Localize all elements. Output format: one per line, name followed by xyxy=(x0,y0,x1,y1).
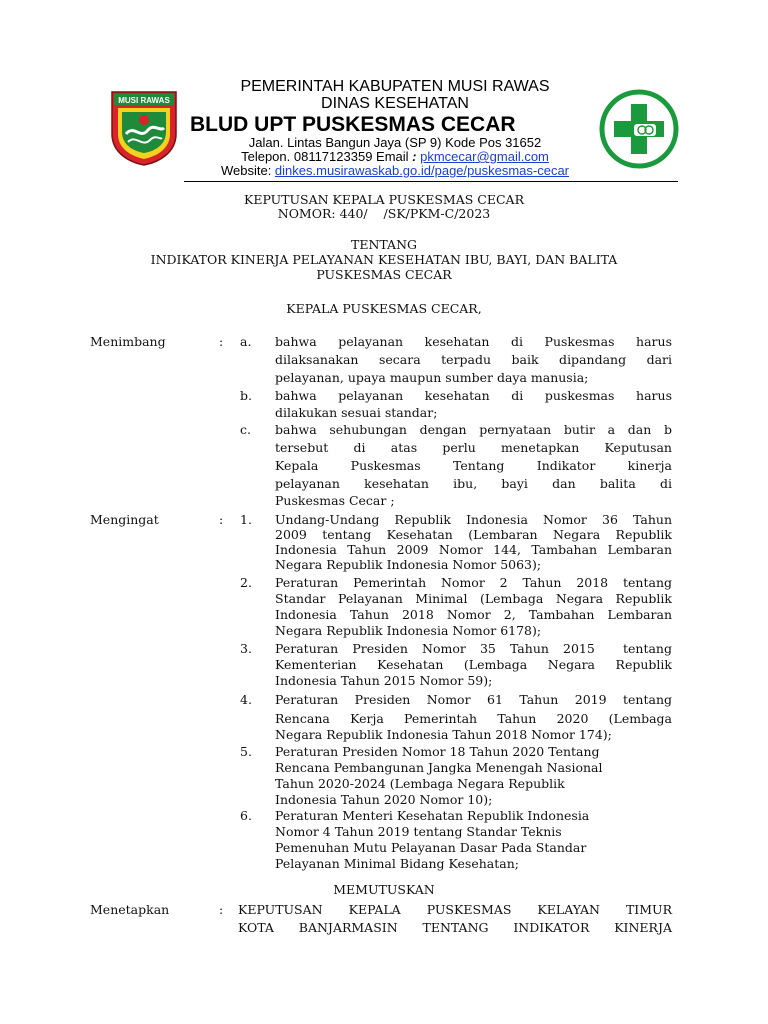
list-marker: 5. xyxy=(240,744,252,759)
letterhead-government: PEMERINTAH KABUPATEN MUSI RAWAS xyxy=(240,78,550,95)
menimbang-colon: : xyxy=(219,334,224,349)
list-item-line: Puskesmas Cecar ; xyxy=(275,493,395,508)
list-marker: 4. xyxy=(240,692,252,707)
decree-number: NOMOR: 440/ /SK/PKM-C/2023 xyxy=(277,206,491,221)
list-item-line: Negara Republik Indonesia Nomor 5063); xyxy=(275,557,542,572)
decree-title: KEPUTUSAN KEPALA PUSKESMAS CECAR xyxy=(244,192,524,207)
list-item-line: dilaksanakan secara terpadu baik dipandang dari xyxy=(275,352,672,367)
list-item-line: pelayanan kesehatan ibu, bayi dan balita di xyxy=(275,476,672,491)
list-item-line: bahwa pelayanan kesehatan di Puskesmas harus xyxy=(275,334,672,349)
list-item-line: bahwa pelayanan kesehatan di puskesmas harus xyxy=(275,388,672,403)
letterhead-website xyxy=(206,163,584,178)
letterhead-address: Jalan. Lintas Bangun Jaya (SP 9) Kode Pos 31652 xyxy=(248,135,542,150)
phone-label: Telepon. 08117123359 Email xyxy=(241,149,409,164)
list-item-line: Pelayanan Minimal Bidang Kesehatan; xyxy=(275,856,519,871)
list-marker: 1. xyxy=(240,512,252,527)
menetapkan-line: KEPUTUSAN KEPALA PUSKESMAS KELAYAN TIMUR xyxy=(238,902,672,917)
decree-subject-line-1: INDIKATOR KINERJA PELAYANAN KESEHATAN IBU, BAYI, DAN BALITA xyxy=(150,252,618,267)
list-item-line: Standar Pelayanan Minimal (Lembaga Negara Republik xyxy=(275,591,672,606)
list-item-line: Peraturan Presiden Nomor 35 Tahun 2015 tentang xyxy=(275,641,672,656)
menetapkan-colon: : xyxy=(219,902,224,917)
letterhead-department: DINAS KESEHATAN xyxy=(321,95,469,112)
list-marker: 3. xyxy=(240,641,252,656)
menetapkan-label: Menetapkan xyxy=(90,902,170,917)
list-item-line: pelayanan, upaya maupun sumber daya manusia; xyxy=(275,370,589,385)
list-item-line: Negara Republik Indonesia Nomor 6178); xyxy=(275,623,542,638)
puskesmas-health-logo xyxy=(598,88,680,170)
menimbang-label: Menimbang xyxy=(90,334,166,349)
mengingat-label: Mengingat xyxy=(90,512,159,527)
list-item-line: Peraturan Pemerintah Nomor 2 Tahun 2018 tentang xyxy=(275,575,672,590)
musi-rawas-emblem-logo xyxy=(110,90,178,166)
list-item-line: Negara Republik Indonesia Tahun 2018 Nomor 174); xyxy=(275,727,612,742)
email-link[interactable]: pkmcecar@gmail.com xyxy=(420,149,549,164)
list-item-line: Tahun 2020-2024 (Lembaga Negara Republik xyxy=(275,776,565,791)
list-item-line: Peraturan Menteri Kesehatan Republik Indonesia xyxy=(275,808,590,823)
decree-subject-line-2: PUSKESMAS CECAR xyxy=(316,267,452,282)
list-item-line: bahwa sehubungan dengan pernyataan butir a dan b xyxy=(275,422,672,437)
list-item-line: dilakukan sesuai standar; xyxy=(275,405,438,420)
list-item-line: Indonesia Tahun 2018 Nomor 2, Tambahan Lembaran xyxy=(275,607,672,622)
list-item-line: 2009 tentang Kesehatan (Lembaran Negara Republik xyxy=(275,527,672,542)
list-marker: 2. xyxy=(240,575,252,590)
letterhead-divider xyxy=(184,181,678,182)
list-item-line: Rencana Kerja Pemerintah Tahun 2020 (Lembaga xyxy=(275,711,672,726)
website-label: Website: xyxy=(220,163,275,178)
list-item-line: Peraturan Presiden Nomor 61 Tahun 2019 tentang xyxy=(275,692,672,707)
list-item-line: Rencana Pembangunan Jangka Menengah Nasional xyxy=(275,760,603,775)
mengingat-colon: : xyxy=(219,512,224,527)
memutuskan-heading: MEMUTUSKAN xyxy=(333,882,435,897)
list-item-line: Indonesia Tahun 2009 Nomor 144, Tambahan Lembaran xyxy=(275,542,672,557)
head-of-puskesmas-heading: KEPALA PUSKESMAS CECAR, xyxy=(286,301,482,316)
list-item-line: Indonesia Tahun 2015 Nomor 59); xyxy=(275,673,493,688)
list-marker: b. xyxy=(240,388,252,403)
list-item-line: Kepala Puskesmas Tentang Indikator kinerja xyxy=(275,458,672,473)
menetapkan-line: KOTA BANJARMASIN TENTANG INDIKATOR KINERJA xyxy=(238,920,672,935)
list-item-line: Nomor 4 Tahun 2019 tentang Standar Teknis xyxy=(275,824,562,839)
list-item-line: Peraturan Presiden Nomor 18 Tahun 2020 Tentang xyxy=(275,744,600,759)
list-item-line: Indonesia Tahun 2020 Nomor 10); xyxy=(275,792,493,807)
list-marker: c. xyxy=(240,422,251,437)
list-item-line: Pemenuhan Mutu Pelayanan Dasar Pada Standar xyxy=(275,840,587,855)
list-item-line: tersebut di atas perlu menetapkan Keputusan xyxy=(275,440,672,455)
list-item-line: Undang-Undang Republik Indonesia Nomor 36 Tahun xyxy=(275,512,672,527)
website-link[interactable]: dinkes.musirawaskab.go.id/page/puskesmas-cecar xyxy=(274,163,570,178)
email-separator: : xyxy=(408,149,421,164)
letterhead-organization: BLUD UPT PUSKESMAS CECAR xyxy=(190,113,516,136)
list-marker: 6. xyxy=(240,808,252,823)
letterhead-contact xyxy=(210,149,580,164)
emblem-text: MUSI RAWAS xyxy=(118,96,170,105)
tentang-heading: TENTANG xyxy=(350,237,417,252)
list-marker: a. xyxy=(240,334,252,349)
list-item-line: Kementerian Kesehatan (Lembaga Negara Republik xyxy=(275,657,672,672)
